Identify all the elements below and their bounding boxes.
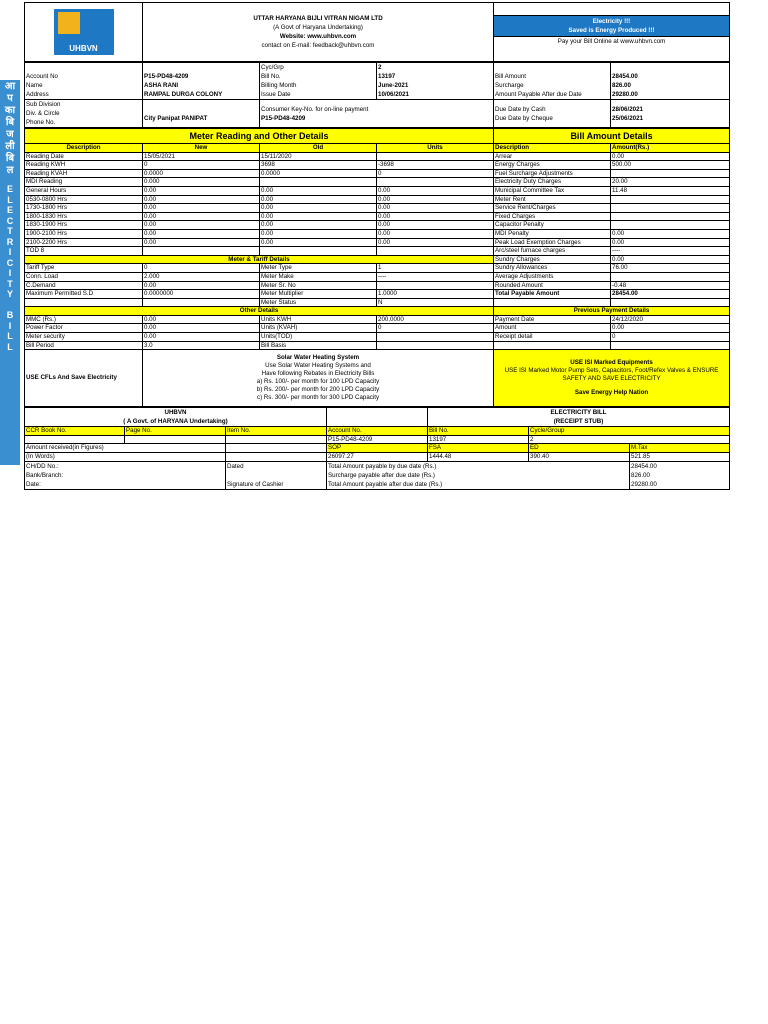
reading-row: TOD 8 Arc/steel furnace charges ---- — [25, 247, 730, 256]
reading-row: 1830-1900 Hrs 0.00 0.00 0.00 Capacitor Penalty — [25, 221, 730, 230]
side-hindi-text: आ प का बि ज ली बि ल — [4, 81, 16, 176]
reading-row: Reading Date 15/05/2021 15/11/2020 Arrear 0.00 — [25, 152, 730, 161]
other-row: Meter security 0.00 Units(TOD) Receipt detail 0 — [25, 333, 730, 342]
tariff-rows — [25, 264, 730, 307]
other-row: MMC (Rs.) 0.00 Units KWH 200.0000 Payment Date 24/12/2020 — [25, 315, 730, 324]
side-english-text: E L E C T R I C I T Y B I L L — [6, 184, 14, 352]
side-banner — [0, 80, 20, 465]
govt-text: (A Govt of Haryana Undertaking) — [273, 24, 363, 31]
prev-payment-title: Previous Payment Details — [494, 307, 730, 316]
bill-no: 13197 — [378, 73, 396, 80]
readings-rows — [25, 152, 730, 255]
account-no: P15-PD48-4209 — [144, 73, 189, 80]
meter-section-title: Meter Reading and Other Details — [25, 129, 494, 144]
company-info — [143, 3, 494, 62]
blank-cell — [494, 3, 730, 16]
reading-row: Reading KVAH 0.0000 0.0000 0 Fuel Surcharge Adjustments — [25, 169, 730, 178]
reading-row: 2100-2200 Hrs 0.00 0.00 0.00 Peak Load Exemption Charges 0.00 — [25, 238, 730, 247]
website-text: Website: www.uhbvn.com — [279, 33, 357, 40]
reading-row: 1900-2100 Hrs 0.00 0.00 0.00 MDI Penalty 0.00 — [25, 229, 730, 238]
bill-header — [24, 2, 730, 62]
bill-section-title: Bill Amount Details — [494, 129, 730, 144]
consumer-name: ASHA RANI — [144, 82, 179, 89]
reading-row: 1800-1830 Hrs 0.00 0.00 0.00 Fixed Charges — [25, 212, 730, 221]
consumer-address: RAMPAL DURGA COLONY — [144, 91, 223, 98]
reading-row: 1730-1800 Hrs 0.00 0.00 0.00 Service Rent/Charges — [25, 204, 730, 213]
tariff-row: C.Demand 0.00 Meter Sr. No Rounded Amount -0.48 — [25, 281, 730, 290]
tariff-row: Meter Status N — [25, 298, 730, 307]
contact-text: contact on E-mail: feedback@uhbvn.com — [261, 42, 375, 49]
bill-amount: 28454.00 — [612, 73, 638, 80]
receipt-stub: UHBVN ( A Govt. of HARYANA Undertaking) ELECTRICITY BILL (RECEIPT STUB) CCR Book No. Page No. Item No. Account No. Bill No. Cycle/Group P15-PD48-4209 13197 2 Amount received(in Figures) SOP FSA ED M.Tax (In Words) 26097.27 1444.48 390.40 521.85 CH/DD No.: Bank/Branch: Date: Dated Signature of Cashier Total Amount payable by due date (Rs.) Surcharge payable after due date (Rs.) Total Amount payable after due date (Rs.) 28454.00 826.00 29280.00 — [24, 407, 730, 489]
tariff-section-title: Meter & Tariff Details — [25, 255, 494, 264]
pay-online-text: Pay your Bill Online at www.uhbvn.com — [494, 37, 730, 62]
reading-row: Reading KWH 0 3698 -3698 Energy Charges 500.00 — [25, 161, 730, 170]
reading-row: 0530-0800 Hrs 0.00 0.00 0.00 Meter Rent — [25, 195, 730, 204]
details-table: Meter Reading and Other Details Bill Amount Details Description New Old Units Description Amount(Rs.) Reading Date 15/05/2021 15/11/2020 Arrear 0.00 Reading KWH 0 3698 -3698 Energy Charges 500.00 Reading KVAH 0.0000 0.0000 0 Fuel Surcharge Adjustments MDI Reading 0.000 Electricity Duty Charges 20.00 General Hours 0.00 0.00 0.00 Municipal Committee Tax 11.48 0530-0800 Hrs 0.00 0.00 0.00 Meter Rent 1730-1800 Hrs 0.00 0.00 0.00 Service Rent/Charges 1800-1830 Hrs 0.00 0.00 0.00 Fixed Charges 1830-1900 Hrs 0.00 0.00 0.00 Capacitor Penalty 1900-2100 Hrs 0.00 0.00 0.00 MDI Penalty 0.00 2100-2200 Hrs 0.00 0.00 0.00 Peak Load Exemption Charges 0.00 TOD 8 Arc/steel furnace charges ---- Meter & Tariff Details Sundry Charges 0.00 Tariff Type 0 Meter Type 1 Sundry Allowances 76.00 Conn. Load 2.000 Meter Make ---- Average Adjustments C.Demand 0.00 Meter Sr. No Rounded Amount -0.48 Maximum Permitted S.D 0.0000000 Meter Multiplier 1.0000 Total Payable Amount 28454.00 Meter Status N Other Details Previous Payment Details MMC (Rs.) 0.00 Units KWH 200.0000 Payment Date 24/12/2020 Power Factor 0.00 Units (KVAH) 0 Amount 0.00 Meter security 0.00 Units(TOD) Receipt detail 0 Bill Period 3.0 Bill Basis USE CFLs And Save Electricity Solar Water Heating System Use Solar Water Heating Systems and Have following Rebates in Electricity Bills a) Rs. 100/- per month for 100 LPD Capacity b) Rs. 200/- per month for 200 LPD Capacity c) Rs. 300/- per month for 300 LPD Capacity USE ISI Marked Equipments USE ISI Marked Motor Pump Sets, Capacitors, Foot/Refex Valves & ENSURE SAFETY AND SAVE ELECTRICITY Save Energy Help Nation — [24, 128, 730, 407]
other-row: Power Factor 0.00 Units (KVAH) 0 Amount 0.00 — [25, 324, 730, 333]
account-block: Account No Name Address P15-PD48-4209 ASHA RANI RAMPAL DURGA COLONY Cyc/Grp Bill No. Billing Month Issue Date 2 13197 June-2021 10/06/2021 Bill Amount Surcharge Amount Payable After due Date 28454.00 826.00 29280.00 Sub Division Div. & Circle Phone No. City Panipat PANIPAT Consumer Key-No. for on-line payment P15-PD48-4209 Due Date by Cash Due Date by Cheque 28/06/2021 25/06/2021 — [24, 62, 730, 128]
slogan-cell: Electricity !!! Saved is Energy Produced !!! — [494, 16, 730, 37]
tariff-row: Tariff Type 0 Meter Type 1 Sundry Allowances 76.00 — [25, 264, 730, 273]
company-name: UTTAR HARYANA BIJLI VITRAN NIGAM LTD — [253, 15, 383, 22]
tariff-row: Maximum Permitted S.D 0.0000000 Meter Multiplier 1.0000 Total Payable Amount 28454.00 — [25, 290, 730, 299]
due-date-cash: 28/06/2021 — [612, 105, 643, 113]
cfl-ad: USE CFLs And Save Electricity — [25, 350, 143, 407]
other-section-title: Other Details — [25, 307, 494, 316]
tariff-row: Conn. Load 2.000 Meter Make ---- Average Adjustments — [25, 272, 730, 281]
other-rows — [25, 315, 730, 349]
reading-row: MDI Reading 0.000 Electricity Duty Charges 20.00 — [25, 178, 730, 187]
uhbvn-logo: UHBVN — [54, 9, 114, 55]
solar-ad: Solar Water Heating System Use Solar Water Heating Systems and Have following Rebates in Electricity Bills a) Rs. 100/- per month for 100 LPD Capacity b) Rs. 200/- per month for 200 LPD Capacity c) Rs. 300/- per month for 300 LPD Capacity — [143, 350, 494, 407]
reading-row: General Hours 0.00 0.00 0.00 Municipal Committee Tax 11.48 — [25, 186, 730, 195]
bill-document — [24, 2, 729, 490]
isi-ad: USE ISI Marked Equipments USE ISI Marked Motor Pump Sets, Capacitors, Foot/Refex Valves & ENSURE SAFETY AND SAVE ELECTRICITY Save Energy Help Nation — [494, 350, 730, 407]
logo-cell — [25, 3, 143, 62]
other-row: Bill Period 3.0 Bill Basis — [25, 341, 730, 350]
